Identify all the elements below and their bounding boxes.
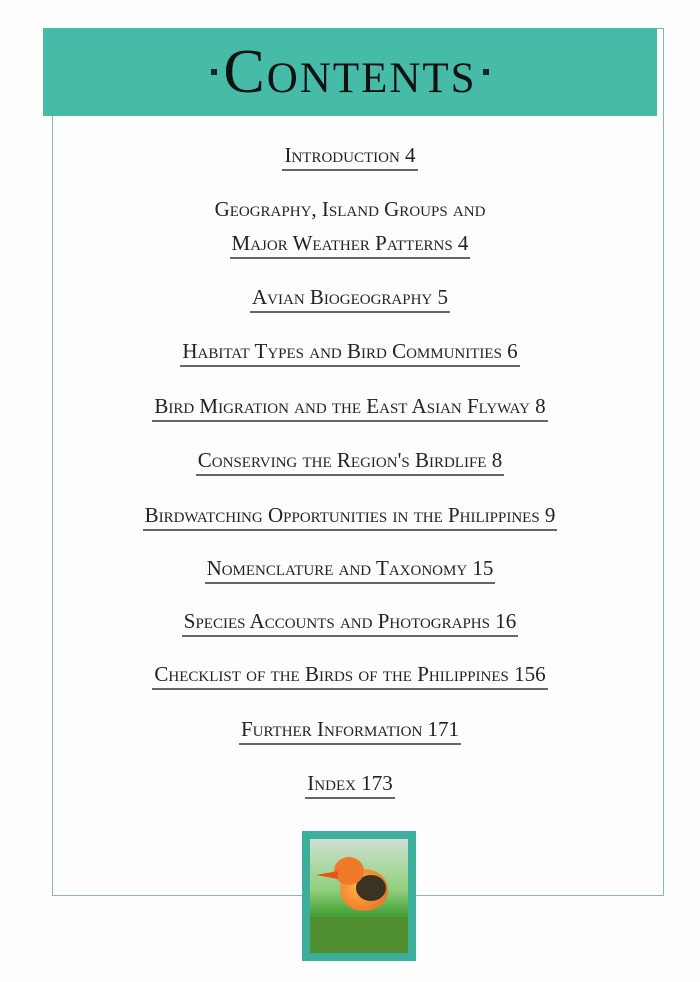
contents-header-band: [43, 28, 657, 116]
toc-entry-geography-line2[interactable]: Major Weather Patterns 4: [0, 232, 700, 259]
toc-entry-birdwatching[interactable]: Birdwatching Opportunities in the Philippines 9: [0, 504, 700, 531]
toc-entry-geography-line1[interactable]: Geography, Island Groups and: [214, 197, 486, 221]
toc-entry-habitat-types[interactable]: Habitat Types and Bird Communities 6: [0, 340, 700, 367]
toc-entry-species-accounts[interactable]: Species Accounts and Photographs 16: [0, 610, 700, 637]
toc-entry-introduction[interactable]: Introduction 4: [0, 144, 700, 171]
toc-entry-checklist[interactable]: Checklist of the Birds of the Philippines 156: [0, 663, 700, 690]
toc-entry-index[interactable]: Index 173: [0, 772, 700, 799]
page-title: Contents: [223, 38, 477, 106]
bullet-icon: [211, 69, 217, 75]
toc-entry-further-information[interactable]: Further Information 171: [0, 718, 700, 745]
bullet-icon: [483, 69, 489, 75]
toc-entry-avian-biogeography[interactable]: Avian Biogeography 5: [0, 286, 700, 313]
kingfisher-photo: [302, 831, 416, 961]
toc-entry-bird-migration[interactable]: Bird Migration and the East Asian Flyway 8: [0, 395, 700, 422]
toc-entry-conserving[interactable]: Conserving the Region's Birdlife 8: [0, 449, 700, 476]
toc-entry-nomenclature[interactable]: Nomenclature and Taxonomy 15: [0, 557, 700, 584]
